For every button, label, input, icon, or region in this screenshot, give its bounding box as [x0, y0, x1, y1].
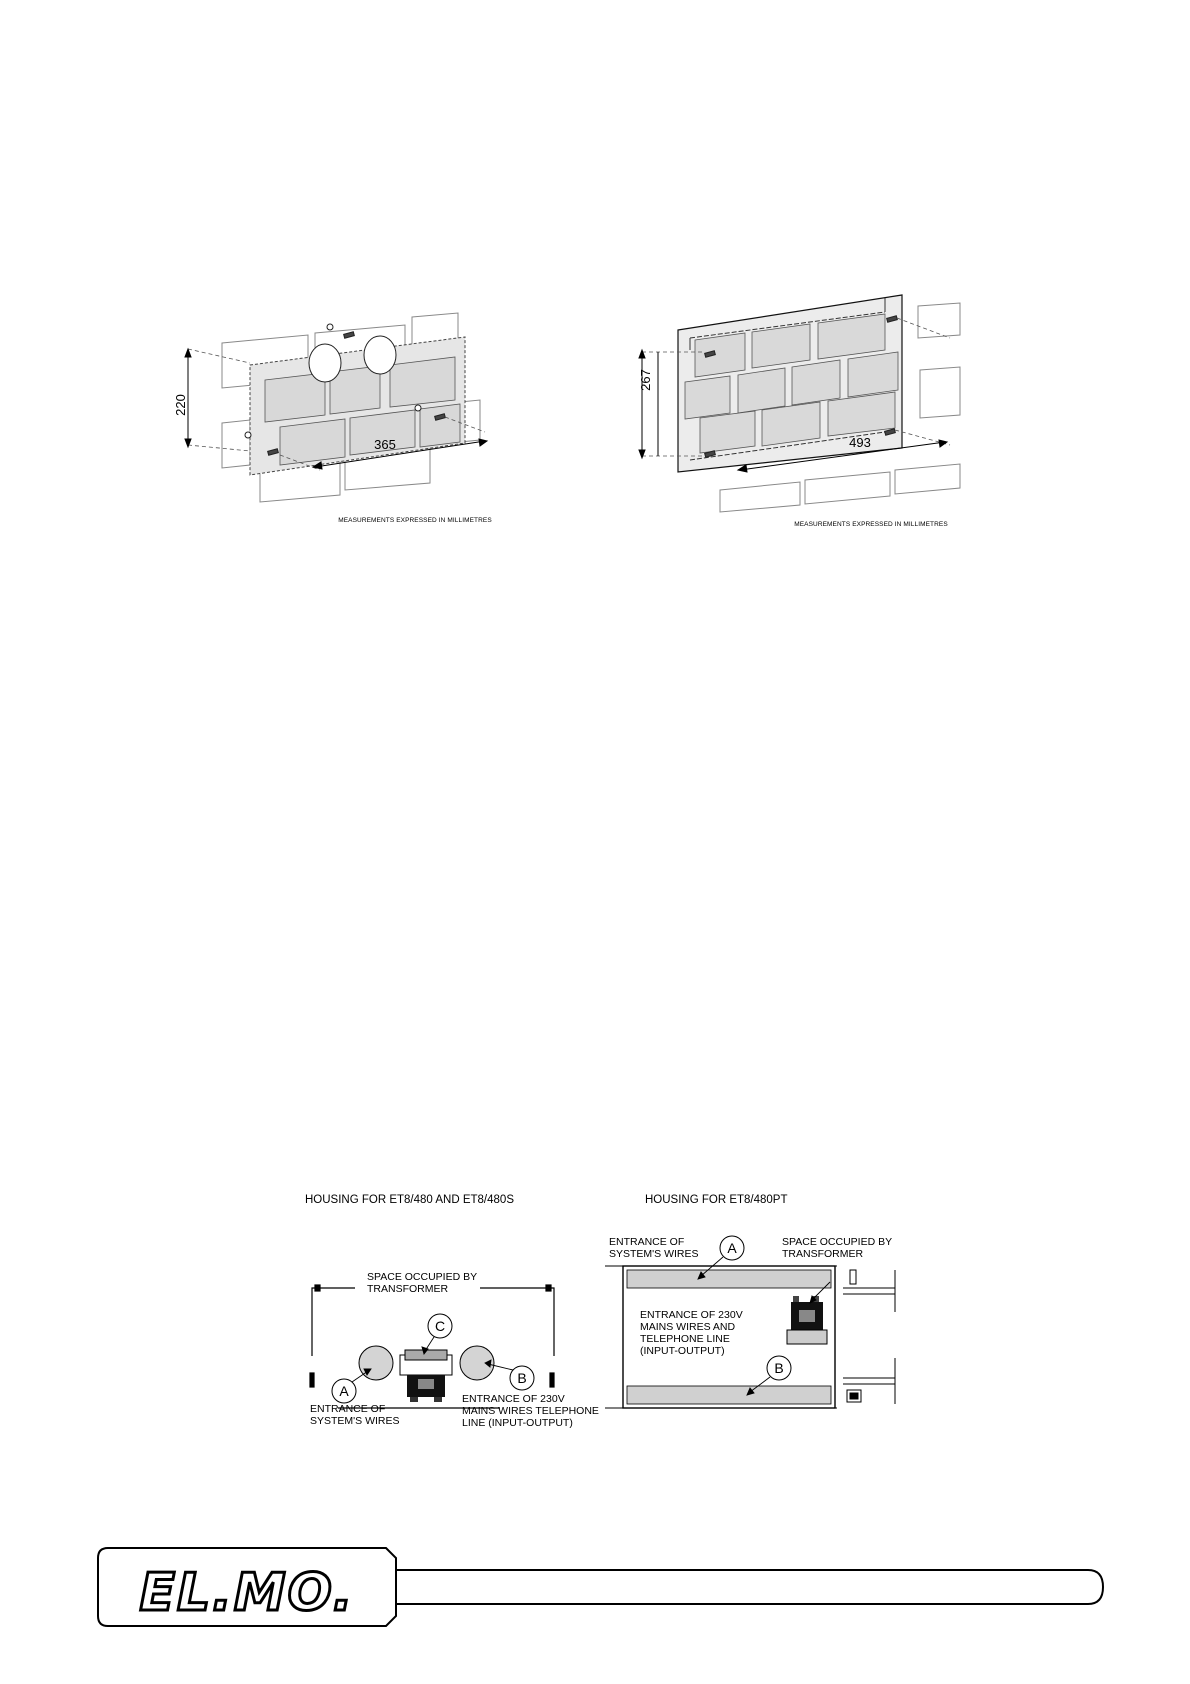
housing-right-title: HOUSING FOR ET8/480PT	[645, 1194, 788, 1206]
measurement-note: MEASUREMENTS EXPRESSED IN MILLIMETRES	[338, 517, 492, 524]
system-wires-label-line2: SYSTEM'S WIRES	[310, 1415, 400, 1427]
footer-band	[396, 1570, 1103, 1604]
wall-mount-diagram-large	[660, 300, 1030, 530]
mains-label-line1: ENTRANCE OF 230V	[640, 1309, 743, 1321]
marker-c: C	[434, 1318, 446, 1334]
elmo-logo: EL.MO.	[139, 1563, 355, 1623]
mains-label-line1: ENTRANCE OF 230V	[462, 1393, 565, 1405]
transformer-label-line1: SPACE OCCUPIED BY	[782, 1236, 893, 1248]
mains-label-line2: MAINS WIRES AND	[640, 1321, 736, 1333]
mains-label-line4: (INPUT-OUTPUT)	[640, 1345, 725, 1357]
transformer-icon	[400, 1350, 452, 1402]
transformer-icon	[787, 1296, 827, 1344]
mains-label-line2: MAINS WIRES TELEPHONE	[462, 1405, 599, 1417]
system-wires-strip	[627, 1270, 831, 1288]
marker-a: A	[727, 1240, 737, 1256]
footer-bar	[98, 1548, 1108, 1626]
system-wires-label-line1: ENTRANCE OF	[609, 1236, 685, 1248]
housing-diagram-right	[605, 1230, 920, 1425]
mains-label-line3: TELEPHONE LINE	[640, 1333, 730, 1345]
cable-hole-left	[309, 344, 341, 382]
transformer-label-line2: TRANSFORMER	[367, 1283, 449, 1295]
cable-hole-a	[359, 1346, 393, 1380]
system-wires-label-line1: ENTRANCE OF	[310, 1403, 386, 1415]
mains-wires-strip	[627, 1386, 831, 1404]
width-label: 493	[849, 435, 871, 450]
height-label: 267	[638, 369, 653, 391]
system-wires-label-line2: SYSTEM'S WIRES	[609, 1248, 699, 1260]
marker-b: B	[517, 1370, 527, 1386]
cable-hole-right	[364, 336, 396, 374]
marker-a: A	[339, 1383, 349, 1399]
marker-b: B	[774, 1360, 784, 1376]
height-label-wrapper	[635, 340, 665, 420]
transformer-label-line1: SPACE OCCUPIED BY	[367, 1271, 478, 1283]
wall-mount-diagram-small	[173, 305, 540, 530]
housing-left-title: HOUSING FOR ET8/480 AND ET8/480S	[305, 1194, 514, 1206]
marker-circles	[720, 1236, 791, 1380]
housing-diagram-left	[300, 1238, 600, 1430]
height-label: 220	[173, 394, 188, 416]
width-label: 365	[374, 437, 396, 452]
transformer-label-line2: TRANSFORMER	[782, 1248, 864, 1260]
side-fixtures	[843, 1270, 895, 1404]
mains-label-line3: LINE (INPUT-OUTPUT)	[462, 1417, 573, 1429]
measurement-note: MEASUREMENTS EXPRESSED IN MILLIMETRES	[794, 521, 948, 528]
